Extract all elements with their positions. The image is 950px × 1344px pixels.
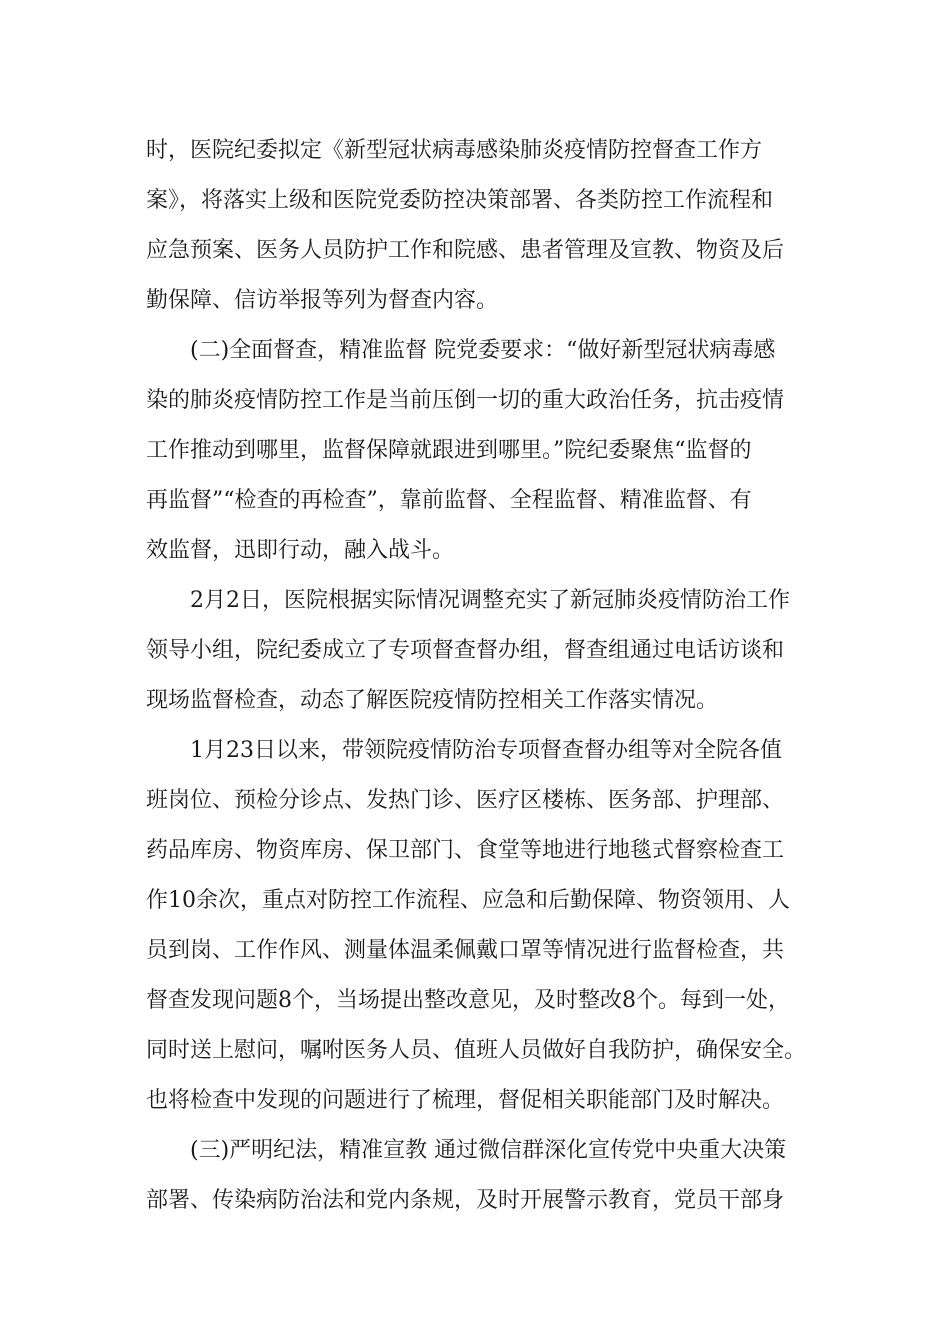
text-line: 班岗位、预检分诊点、发热门诊、医疗区楼栋、医务部、护理部、 (146, 788, 785, 813)
text-line: 工作推动到哪里，监督保障就跟进到哪里。”院纪委聚焦“监督的 (146, 438, 752, 463)
text-line: 案》，将落实上级和医院党委防控决策部署、各类防控工作流程和 (146, 188, 774, 213)
text-line: 应急预案、医务人员防护工作和院感、患者管理及宣教、物资及后 (146, 238, 785, 263)
text-line: 效监督，迅即行动，融入战斗。 (146, 538, 455, 563)
text-line: 再监督”“检查的再检查”，靠前监督、全程监督、精准监督、有 (146, 488, 752, 513)
text-line: 员到岗、工作作风、测量体温柔佩戴口罩等情况进行监督检查，共 (146, 938, 785, 963)
text-line: 时，医院纪委拟定《新型冠状病毒感染肺炎疫情防控督查工作方 (146, 138, 763, 163)
text-line: 勤保障、信访举报等列为督查内容。 (146, 288, 499, 313)
paragraph-first-line: (三)严明纪法，精准宣教 通过微信群深化宣传党中央重大决策 (190, 1138, 787, 1163)
text-line: 药品库房、物资库房、保卫部门、食堂等地进行地毯式督察检查工 (146, 838, 785, 863)
text-line: 同时送上慰问，嘱咐医务人员、值班人员做好自我防护，确保安全。 (146, 1038, 807, 1063)
text-line: 领导小组，院纪委成立了专项督查督办组，督查组通过电话访谈和 (146, 638, 785, 663)
paragraph-first-line: (二)全面督查，精准监督 院党委要求：“做好新型冠状病毒感 (190, 338, 776, 363)
text-line: 部署、传染病防治法和党内条规，及时开展警示教育，党员干部身 (146, 1188, 785, 1213)
text-line: 染的肺炎疫情防控工作是当前压倒一切的重大政治任务，抗击疫情 (146, 388, 785, 413)
text-line: 现场监督检查，动态了解医院疫情防控相关工作落实情况。 (146, 688, 719, 713)
paragraph-first-line: 1月23日以来，带领院疫情防治专项督查督办组等对全院各值 (190, 738, 782, 763)
text-line: 也将检查中发现的问题进行了梳理，督促相关职能部门及时解决。 (146, 1088, 785, 1113)
paragraph-first-line: 2月2日，医院根据实际情况调整充实了新冠肺炎疫情防治工作 (190, 588, 790, 613)
text-line: 督查发现问题8个，当场提出整改意见，及时整改8个。每到一处， (146, 988, 790, 1013)
text-line: 作10余次，重点对防控工作流程、应急和后勤保障、物资领用、人 (146, 888, 790, 913)
